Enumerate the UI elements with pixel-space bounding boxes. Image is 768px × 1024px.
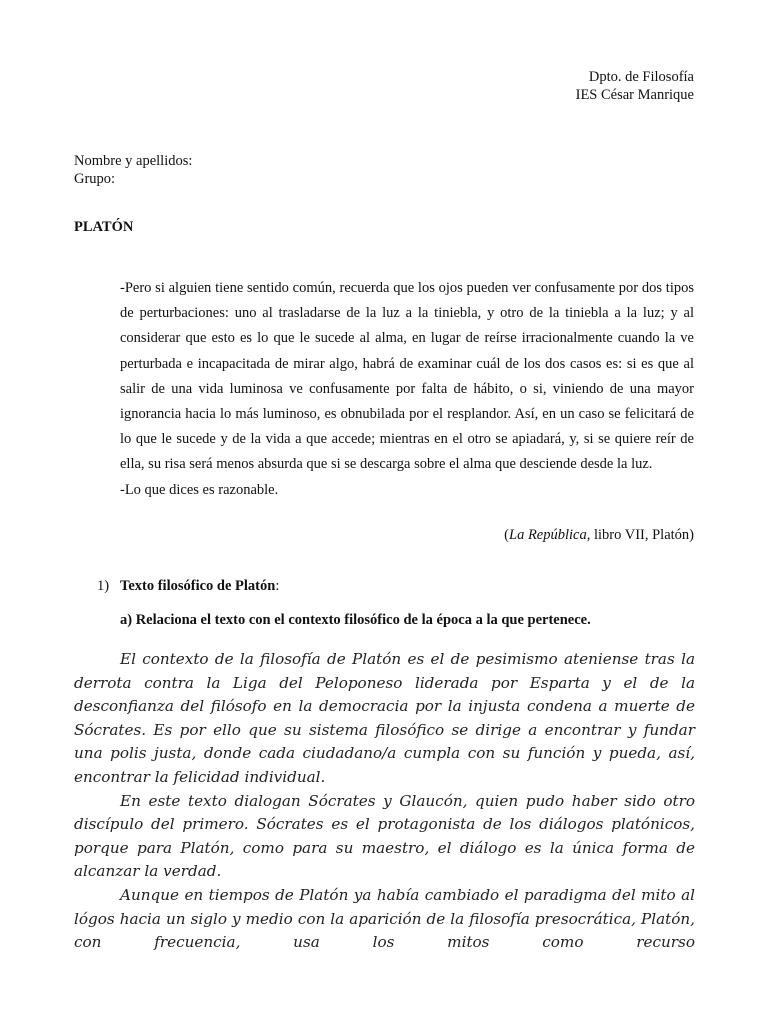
citation-rest: libro VII, Platón) [590,527,694,543]
quoted-text [120,276,694,503]
quote-paragraph: -Pero si alguien tiene sentido común, recuerda que los ojos pueden ver confusamente por dos tipos de perturbaciones: uno al trasladarse de la luz a la tiniebla, y otro de la tiniebla a la luz; y al considerar que esto es lo que le sucede al alma, en lugar de reírse irracionalmente cuando la ve perturbada e incapacitada de mirar algo, habrá de examinar cuál de los dos casos es: si es que al salir de una vida luminosa ve confusamente por falta de hábito, o si, viniendo de una mayor ignorancia hacia lo más luminoso, es obnubilada por el resplandor. Así, en un caso se felicitará de lo que le sucede y de la vida a que accede; mientras en el otro se apiadará, y, si se quiere reír de ella, su risa será menos absurda que si se descarga sobre el alma que desciende desde la luz. [120,280,694,473]
student-info [74,152,192,188]
question-a: a) Relaciona el texto con el contexto filosófico de la época a la que pertenece. [120,612,591,628]
document-title: PLATÓN [74,219,134,235]
question-1 [97,578,279,595]
answer-paragraph: El contexto de la filosofía de Platón es el de pesimismo ateniense tras la derrota contra la Liga del Peloponeso liderada por Esparta y el de la desconfianza del filósofo en la democracia por la injusta condena a muerte de Sócrates. Es por ello que su sistema filosófico se dirige a encontrar y fundar una polis justa, donde cada ciudadano/a cumpla con su función y pueda, así, encontrar la felicidad individual. [74,650,695,786]
citation [504,527,694,544]
school-name: IES César Manrique [575,87,694,103]
question-colon: : [275,578,280,594]
answer-paragraph: Aunque en tiempos de Platón ya había cambiado el paradigma del mito al lógos hacia un siglo y medio con la aparición de la filosofía presocrática, Platón, con frecuencia, usa los mitos como recurso [74,885,695,952]
group-label: Grupo: [74,171,116,187]
quote-paragraph: -Lo que dices es razonable. [120,481,279,498]
handwritten-answer [74,648,695,955]
department-name: Dpto. de Filosofía [588,69,694,85]
citation-open: ( [504,527,509,543]
answer-paragraph: En este texto dialogan Sócrates y Glaucón, quien pudo haber sido otro discípulo del primero. Sócrates es el protagonista de los diálogos platónicos, porque para Platón, como para su maestro, el diálogo es la única forma de alcanzar la verdad. [74,791,695,881]
question-label: Texto filosófico de Platón [120,578,276,594]
document-header [576,68,694,104]
question-number: 1) [97,578,110,594]
citation-work: La República, [509,527,591,543]
name-label: Nombre y apellidos: [74,153,193,169]
